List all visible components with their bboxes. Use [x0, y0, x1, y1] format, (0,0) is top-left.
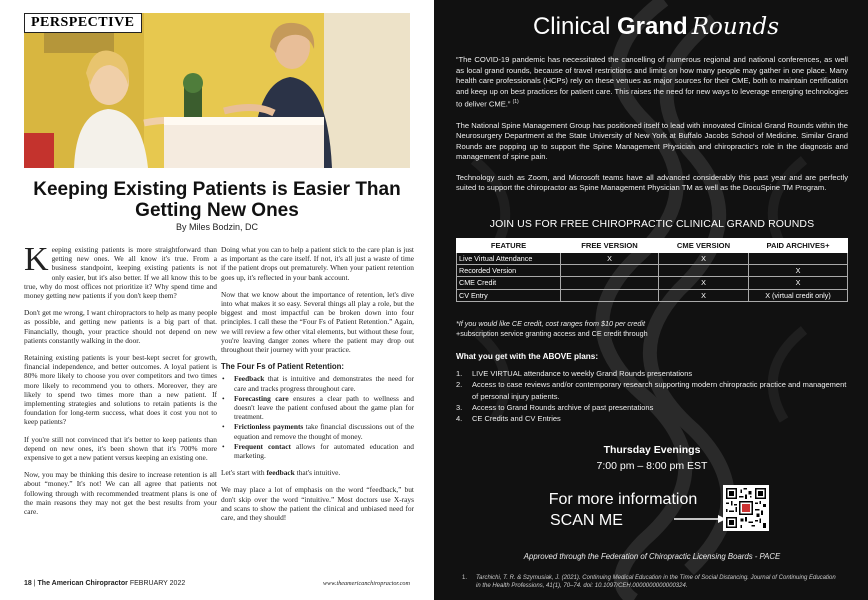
table-cell: CV Entry — [457, 289, 561, 301]
footer-url: www.theamericanchiropractor.com — [323, 580, 410, 587]
title-part: Clinical — [532, 13, 611, 40]
emphasis: feedback — [266, 468, 295, 478]
list-item — [456, 379, 848, 402]
table-cell: X — [659, 289, 749, 301]
list-term: Feedback — [234, 374, 265, 384]
list-number: 3. — [456, 402, 463, 412]
page-title — [456, 10, 856, 44]
page-number: 18 — [24, 580, 32, 587]
title-part: Grand — [617, 13, 688, 40]
article-photo — [24, 13, 410, 168]
schedule-time: 7:00 pm – 8:00 pm EST — [596, 460, 708, 472]
list-text: that is intuitive and demonstrates the need for care and tracks progress throughout care. — [234, 374, 414, 393]
table-cell: X — [659, 277, 749, 289]
table-row — [457, 277, 848, 289]
plans-heading: What you get with the ABOVE plans: — [456, 352, 599, 361]
approval-note: Approved through the Federation of Chiropractic Licensing Boards - PACE — [523, 552, 781, 561]
intro-text — [456, 55, 848, 204]
title-script: Rounds — [691, 14, 780, 40]
paragraph: Now that we know about the importance of retention, let's dive into what makes it so easy. Several things all play a role, but the biggest and most impactful can be broken down into four principles. I call these the “Four Fs of Patient Retention.” Again, we will review a few other vital elements, but without these four, you're leaving danger zones where the patient may drop out throughout their journey with your practice. — [221, 289, 414, 355]
paragraph-text: that's intuitive. — [294, 468, 341, 478]
table-cell: X — [749, 265, 848, 277]
issue-date: FEBRUARY 2022 — [129, 580, 186, 587]
table-cell — [561, 289, 659, 301]
paragraph-text: eeping existing patients is more straightforward than getting new ones. We all know it's true. From a business standpoint, keeping existing patients is not only easier, but it's also better. If we all know this to be true, why do most offices not prioritize it? Why spend time and money getting new patients if you don't keep them? — [24, 245, 217, 301]
schedule-day: Thursday Evenings — [603, 444, 701, 456]
list-number: 1. — [456, 369, 463, 378]
list-text: ensures a clear path to wellness and doesn't leave the patient confused about the game plan for treatment. — [234, 393, 414, 422]
table-cell: X — [561, 253, 659, 265]
column-header: FEATURE — [457, 239, 561, 253]
reception-photo-illustration — [24, 13, 410, 168]
article-column-1 — [24, 241, 217, 524]
table-cell: X — [749, 277, 848, 289]
table-cell: X (virtual credit only) — [749, 289, 848, 301]
column-header: FREE VERSION — [561, 239, 659, 253]
paragraph: Now, you may be thinking this desire to increase retention is all about “money.” It's not! We can all agree that patients not following through with recommended treatment plans is one of the main reasons they may not get the best results from your care. — [24, 470, 217, 517]
list-item — [221, 374, 414, 392]
table-cell — [561, 265, 659, 277]
list-text: LIVE VIRTUAL attendance to weekly Grand Rounds presentations — [472, 369, 693, 378]
paragraph: If you're still not convinced that it's better to keep patients than depend on new ones, it's been shown that it's 700% more expensive to get a new patient versus keeping an existing one. — [24, 434, 217, 463]
article-column-2 — [221, 245, 414, 530]
paragraph: Technology such as Zoom, and Microsoft teams have all advanced considerably this past year and are perfectly suited to support the chiropractor as Spine Management Physician TM as well as the DocuSpine TM Program. — [456, 172, 848, 193]
list-text: Access to Grand Rounds archive of past presentations — [472, 402, 654, 412]
list-number: 2. — [456, 380, 463, 390]
article-byline: By Miles Bodzin, DC — [175, 222, 259, 232]
note-line: +subscription service granting access and CE credit through — [456, 329, 648, 338]
subheading: The Four Fs of Patient Retention: — [221, 362, 345, 372]
reference — [462, 574, 842, 590]
list-item — [221, 422, 414, 440]
section-label: PERSPECTIVE — [24, 13, 142, 33]
paragraph: We may place a lot of emphasis on the word “feedback,” but don't skip over the word “intuitive.” Most doctors use X-rays and scans to show the patient the clinical and unbiased need for care, and they should! — [221, 485, 414, 523]
table-cell: X — [659, 253, 749, 265]
list-text: Access to case reviews and/or contemporary research supporting modern chiropractic practice and management of personal injury patients. — [472, 380, 847, 401]
reference-text: Tarchichi, T. R. & Szymusiak, J. (2021). Continuing Medical Education in the Time of Social Distancing. Journal of Continuing Education in the Health Professions, 41(1), 70–74. doi: 10.1097/CEH.0000000000000324. — [476, 575, 836, 589]
table-row — [457, 253, 848, 265]
paragraph — [24, 241, 217, 301]
table-row — [457, 265, 848, 277]
table-cell — [749, 253, 848, 265]
drop-cap: K — [24, 241, 49, 278]
list-term: Frictionless payments — [234, 422, 304, 432]
feature-table — [456, 238, 848, 302]
reference-number: 1. — [462, 575, 468, 581]
list-text: CE Credits and CV Entries — [472, 414, 561, 424]
paragraph — [221, 468, 414, 477]
table-header-row — [457, 239, 848, 253]
list-item — [456, 402, 848, 413]
table-cell — [561, 277, 659, 289]
page-footer: 18 | The American Chiropractor FEBRUARY 2022 — [24, 580, 186, 587]
publication-name: The American Chiropractor — [37, 580, 128, 587]
paragraph — [456, 55, 848, 111]
column-header: PAID ARCHIVES+ — [749, 239, 848, 253]
join-heading: JOIN US FOR FREE CHIROPRACTIC CLINICAL GRAND ROUNDS — [489, 218, 815, 230]
article-headline: Keeping Existing Patients is Easier Than Getting New Ones — [33, 179, 401, 221]
list-item — [221, 442, 414, 460]
note-line: *If you would like CE credit, cost ranges from $10 per credit — [456, 319, 645, 328]
paragraph: Don't get me wrong, I want chiropractors to help as many people as possible, and getting new patients is a big part of that. Financially, though, your practice should not depend on new patients constantly walking in the door. — [24, 308, 217, 345]
paragraph: Retaining existing patients is your best-kept secret for growth, financial independence, and better outcomes. A loyal patient is 80% more likely to choose you over competitors and two times more likely to recommend you to others. Moreover, they are likely to spend two times more than a new patient. If implementing strategies and solutions to retain patients is the foundation for long-term success, what does it cost you not to keep patients? — [24, 353, 217, 427]
column-header: CME VERSION — [659, 239, 749, 253]
table-cell: Recorded Version — [457, 265, 561, 277]
qr-code-icon[interactable] — [723, 485, 769, 531]
cta-text — [530, 489, 716, 531]
table-row — [457, 289, 848, 301]
list-term: Frequent contact — [234, 441, 291, 451]
arrow-right-icon — [674, 514, 726, 524]
list-text: take financial discussions out of the equation and remove the thought of money. — [234, 422, 414, 441]
list-item — [456, 368, 848, 379]
qr-pattern — [726, 488, 766, 528]
list-item — [456, 413, 848, 424]
table-cell — [659, 265, 749, 277]
list-term: Forecasting care — [234, 393, 289, 403]
paragraph: Doing what you can to help a patient stick to the care plan is just as important as the care itself. If not, it's all just a waste of time if the patient drops out prematurely. When your patient retention goes up, it's reflected in your bank account. — [221, 245, 414, 282]
right-page — [434, 0, 868, 600]
four-fs-list — [221, 374, 414, 460]
plans-list — [456, 368, 848, 424]
list-item — [221, 394, 414, 422]
citation-marker: (1) — [512, 99, 519, 106]
paragraph: The National Spine Management Group has positioned itself to lead with innovated Clinical Grand Rounds within the Neurosurgery Department at the State University of New York at Buffalo Jacobs School of Medicine. Similar Grand Rounds are popping up to support the Spine Management Physician and chiropractic's role in the diagnosis and management of spine pain. — [456, 120, 848, 162]
table-cell: CME Credit — [457, 277, 561, 289]
list-number: 4. — [456, 414, 463, 424]
pricing-note — [456, 319, 848, 339]
table-cell: Live Virtual Attendance — [457, 253, 561, 265]
scan-me-label: SCAN ME — [550, 512, 623, 529]
list-text: allows for automated education and marketing. — [234, 441, 414, 461]
cta-line: For more information — [548, 491, 698, 508]
paragraph-text: Let's start with — [221, 468, 267, 478]
quote-text: “The COVID-19 pandemic has necessitated the cancelling of numerous regional and national conferences, as well as local grand rounds, because of travel restrictions and limits on how many people may gather in one place. Many health care professionals (HCPs) rely on these venues as major sources for their CME, both to maintain certification and keep up on best practices for patient care. This raises the need for new ways to leverage emerging technologies to deliver CME.” — [456, 55, 848, 109]
